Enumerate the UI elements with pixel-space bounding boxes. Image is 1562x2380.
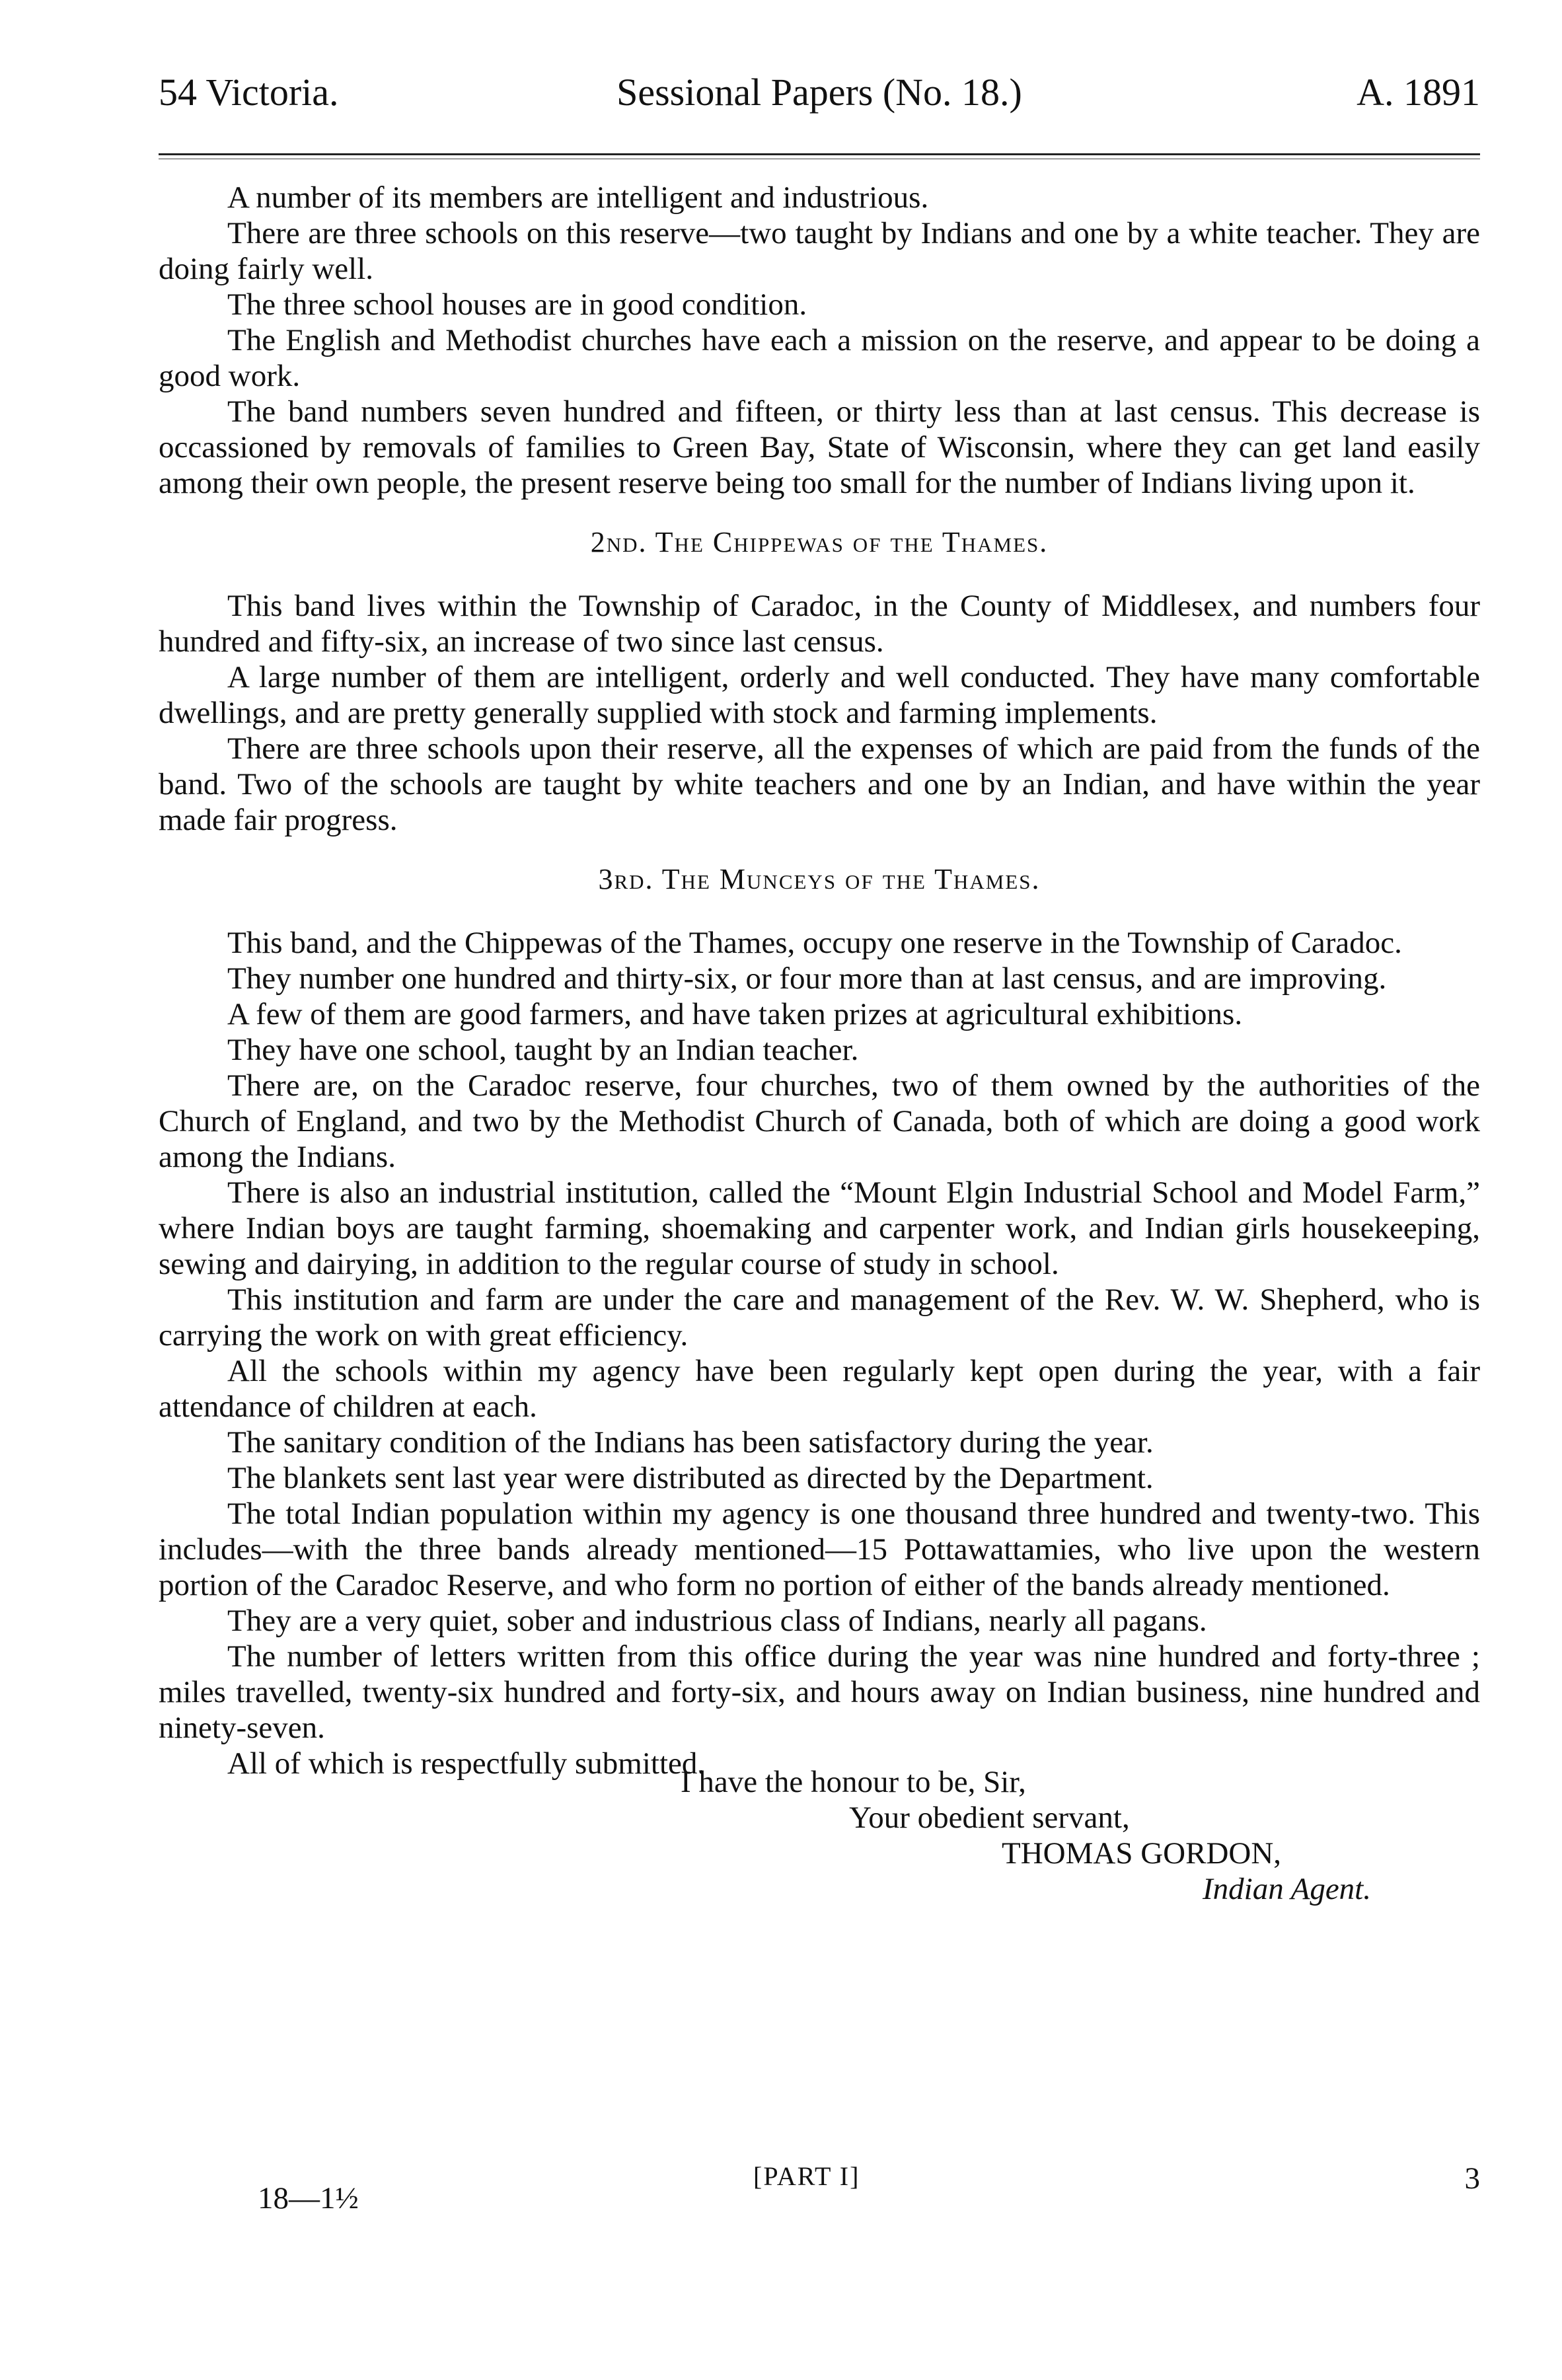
footer-signature-mark: 18—1½ [258,2181,359,2215]
footer-part: [PART I] [753,2161,860,2191]
signature-title: Indian Agent. [1203,1872,1371,1906]
paragraph: The band numbers seven hundred and fifteen, or thirty less than at last census. This decrease is occassioned by removals of families to Green Bay, State of Wisconsin, where they can get land easily among their own people, the present reserve being too small for the number of Indians living upon it. [159,394,1480,500]
document-body [159,180,1480,1781]
section-heading: 2nd. The Chippewas of the Thames. [590,526,1049,558]
header-year: A. 1891 [1357,71,1480,114]
paragraph: There are three schools on this reserve—two taught by Indians and one by a white teacher. They are doing fairly well. [159,216,1480,286]
paragraph: There are, on the Caradoc reserve, four churches, two of them owned by the authorities of the Church of England, and two by the Methodist Church of Canada, both of which are doing a good work among the Indians. [159,1068,1480,1174]
paragraph: They number one hundred and thirty-six, or four more than at last census, and are improving. [227,961,1387,996]
paragraph: All of which is respectfully submitted. [227,1746,706,1781]
closing-servant: Your obedient servant, [849,1801,1130,1835]
paragraph: The total Indian population within my agency is one thousand three hundred and twenty-two. This includes—with the three bands already mentioned—15 Pottawattamies, who live upon the western portion of the Caradoc Reserve, and who form no portion of either of the bands already mentioned. [159,1497,1480,1602]
paragraph: This institution and farm are under the care and management of the Rev. W. W. Shepherd, who is carrying the work on with great efficiency. [159,1283,1480,1353]
paragraph: There is also an industrial institution, called the “Mount Elgin Industrial School and Model Farm,” where Indian boys are taught farming, shoemaking and carpenter work, and Indian girls housekeeping, sewing and dairying, in addition to the regular course of study in school. [159,1175,1480,1281]
page-header [159,63,1480,122]
signature-name: THOMAS GORDON, [1002,1836,1282,1871]
paragraph: The three school houses are in good condition. [227,287,807,322]
paragraph: A few of them are good farmers, and have taken prizes at agricultural exhibitions. [227,997,1243,1031]
paragraph: The English and Methodist churches have each a mission on the reserve, and appear to be doing a good work. [159,323,1480,393]
header-rule [159,153,1480,155]
paragraph: They have one school, taught by an Indian teacher. [227,1033,859,1067]
paragraph: The blankets sent last year were distributed as directed by the Department. [227,1461,1154,1495]
paragraph: A number of its members are intelligent and industrious. [227,180,929,215]
paragraph: This band lives within the Township of Caradoc, in the County of Middlesex, and numbers four hundred and fifty-six, an increase of two since last census. [159,589,1480,659]
paragraph: There are three schools upon their reserve, all the expenses of which are paid from the funds of the band. Two of the schools are taught by white teachers and one by an Indian, and have within the year made fair progress. [159,731,1480,837]
paragraph: The sanitary condition of the Indians has been satisfactory during the year. [227,1425,1154,1460]
paragraph: This band, and the Chippewas of the Thames, occupy one reserve in the Township of Caradoc. [227,926,1402,960]
page-footer [159,2161,1480,2213]
paragraph: A large number of them are intelligent, orderly and well conducted. They have many comfortable dwellings, and are pretty generally supplied with stock and farming implements. [159,660,1480,730]
header-session: 54 Victoria. [159,71,339,114]
paragraph: The number of letters written from this office during the year was nine hundred and forty-three ; miles travelled, twenty-six hundred and forty-six, and hours away on Indian business, nine hundred and ninety-seven. [159,1639,1480,1745]
closing-salutation: I have the honour to be, Sir, [681,1765,1026,1799]
paragraph: All the schools within my agency have been regularly kept open during the year, with a fair attendance of children at each. [159,1354,1480,1424]
paragraph: They are a very quiet, sober and industrious class of Indians, nearly all pagans. [227,1604,1207,1638]
section-heading: 3rd. The Munceys of the Thames. [598,863,1041,895]
page-number: 3 [1464,2161,1480,2196]
header-title: Sessional Papers (No. 18.) [616,71,1022,114]
